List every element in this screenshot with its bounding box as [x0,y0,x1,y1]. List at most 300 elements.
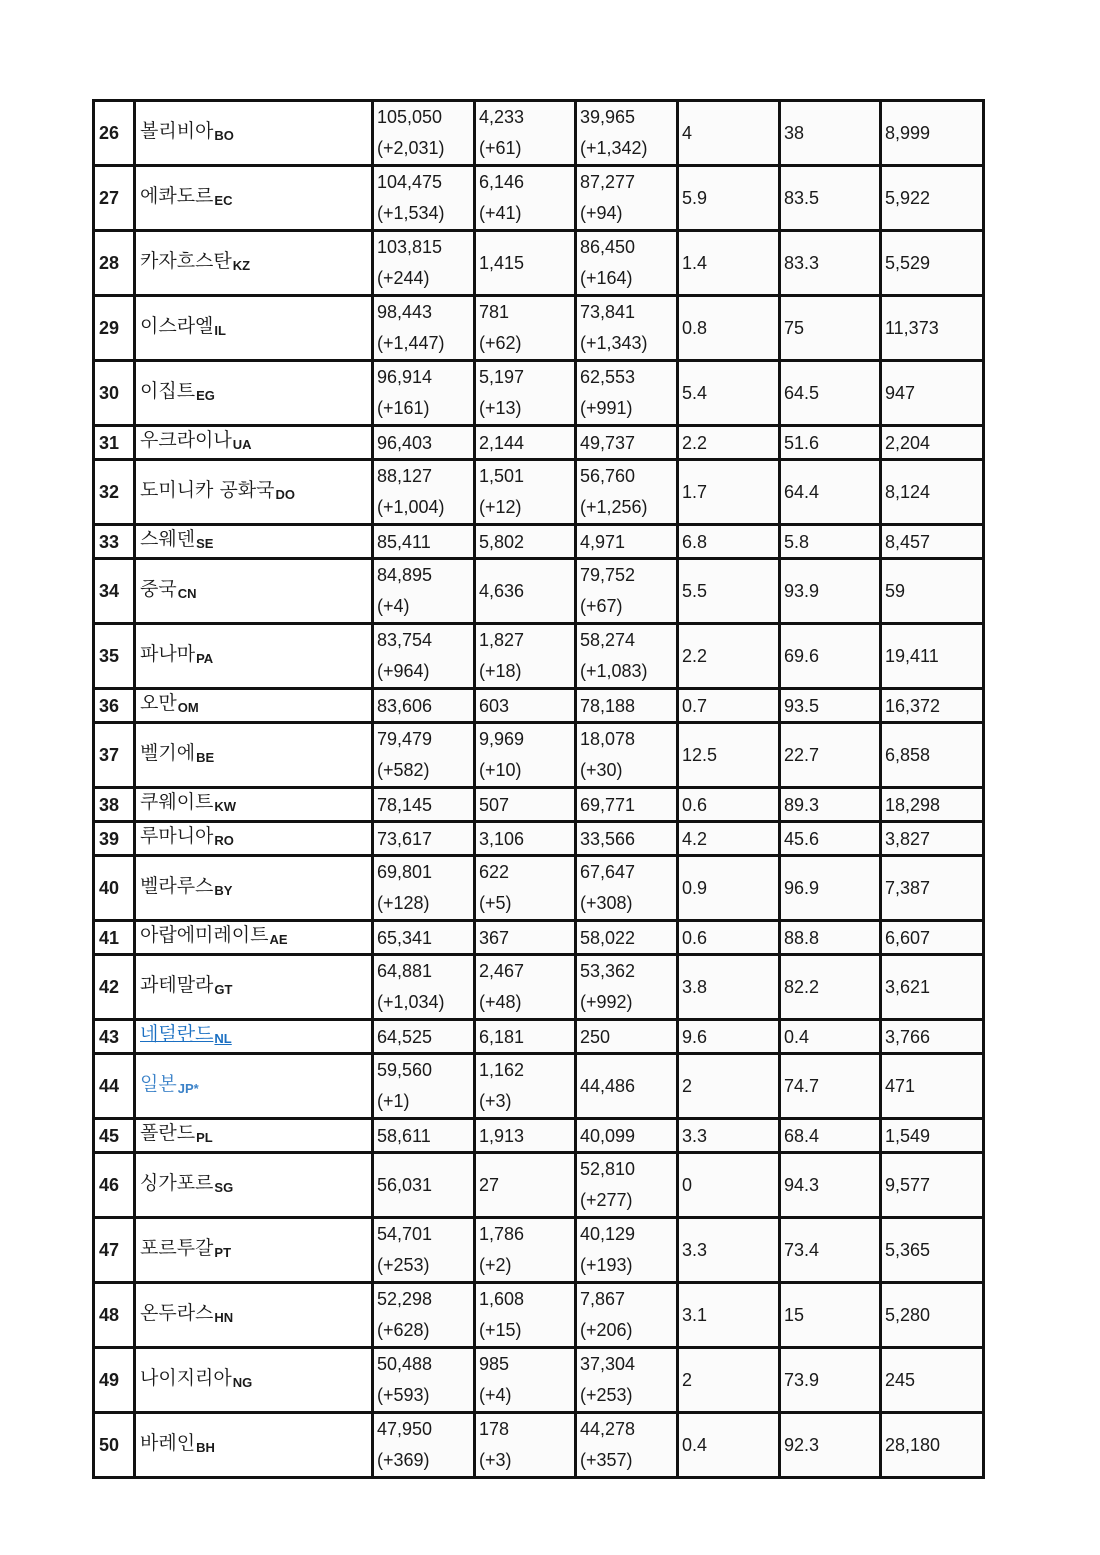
cases-per-million-cell: 6,858 [881,723,984,788]
country-code: KW [214,799,237,814]
fatality-rate-cell: 12.5 [678,723,780,788]
deaths-cell [475,788,576,822]
value: 27 [479,1174,500,1195]
country-cell [135,1348,373,1413]
country-cell [135,1153,373,1218]
cases-per-million-cell: 3,621 [881,955,984,1020]
value: 54,701 [377,1224,433,1244]
daily-change: (+10) [479,760,522,780]
value: 56,031 [377,1174,433,1195]
fatality-rate-cell: 2.2 [678,426,780,460]
recovered-cell [576,624,678,689]
recovered-cell [576,460,678,525]
fatality-rate-cell: 5.4 [678,361,780,426]
country-name: 이집트 [140,379,196,402]
fatality-rate-cell: 2.2 [678,624,780,689]
country-cell [135,231,373,296]
country-name: 과테말라 [140,973,214,996]
country-code: JP* [177,1080,199,1096]
recovered-cell [576,689,678,723]
value: 105,050 [377,107,443,127]
value: 985 [479,1354,510,1374]
country-code: EC [214,192,233,208]
table-row [94,788,984,822]
cases-per-million-cell: 6,607 [881,921,984,955]
recovery-rate-cell: 93.9 [780,559,881,624]
cases-per-million-cell: 3,827 [881,822,984,856]
table-row [94,1054,984,1119]
value: 1,608 [479,1289,525,1309]
value: 50,488 [377,1354,433,1374]
daily-change: (+4) [377,596,410,616]
table-row [94,723,984,788]
value: 83,754 [377,630,433,650]
recovered-cell [576,788,678,822]
cases-per-million-cell: 8,124 [881,460,984,525]
daily-change: (+1,004) [377,497,445,517]
rank-cell: 44 [94,1054,135,1119]
deaths-cell [475,426,576,460]
country-code: GT [214,981,233,997]
confirmed-cases-cell [373,1218,475,1283]
confirmed-cases-cell [373,1119,475,1153]
daily-change: (+206) [580,1320,633,1340]
recovery-rate-cell: 69.6 [780,624,881,689]
value: 96,914 [377,367,433,387]
recovered-cell [576,1413,678,1478]
value: 250 [580,1026,611,1047]
country-code: RO [214,833,234,848]
fatality-rate-cell: 0.4 [678,1413,780,1478]
recovery-rate-cell: 15 [780,1283,881,1348]
country-code: KZ [232,257,251,273]
daily-change: (+1,256) [580,497,648,517]
daily-change: (+3) [479,1450,512,1470]
daily-change: (+4) [479,1385,512,1405]
value: 73,617 [377,828,433,849]
cases-per-million-cell: 1,549 [881,1119,984,1153]
value: 44,486 [580,1075,636,1096]
recovered-cell [576,1054,678,1119]
recovery-rate-cell: 73.9 [780,1348,881,1413]
fatality-rate-cell: 1.4 [678,231,780,296]
country-cell [135,1413,373,1478]
daily-change: (+253) [580,1385,633,1405]
confirmed-cases-cell [373,624,475,689]
table-row [94,460,984,525]
deaths-cell [475,1020,576,1054]
cases-per-million-cell: 11,373 [881,296,984,361]
value: 73,841 [580,302,636,322]
country-cell[interactable] [135,1020,373,1054]
value: 79,479 [377,729,433,749]
value: 2,144 [479,432,525,453]
cases-per-million-cell: 2,204 [881,426,984,460]
daily-change: (+1,034) [377,992,445,1012]
fatality-rate-cell: 0 [678,1153,780,1218]
rank-cell: 36 [94,689,135,723]
cases-per-million-cell: 8,457 [881,525,984,559]
value: 1,162 [479,1060,525,1080]
daily-change: (+308) [580,893,633,913]
fatality-rate-cell: 2 [678,1054,780,1119]
country-cell [135,1218,373,1283]
recovery-rate-cell: 64.5 [780,361,881,426]
deaths-cell [475,723,576,788]
confirmed-cases-cell [373,460,475,525]
rank-cell: 26 [94,101,135,166]
value: 98,443 [377,302,433,322]
country-cell [135,361,373,426]
confirmed-cases-cell [373,788,475,822]
rank-cell: 40 [94,856,135,921]
deaths-cell [475,1218,576,1283]
country-cell [135,723,373,788]
country-cell [135,1283,373,1348]
value: 47,950 [377,1419,433,1439]
fatality-rate-cell: 3.3 [678,1119,780,1153]
table-row [94,822,984,856]
recovered-cell [576,101,678,166]
country-code: BO [214,127,234,143]
country-name: 바레인 [140,1431,196,1454]
table-row [94,624,984,689]
table-row [94,1218,984,1283]
value: 7,867 [580,1289,626,1309]
deaths-cell [475,166,576,231]
daily-change: (+991) [580,398,633,418]
rank-cell: 34 [94,559,135,624]
recovered-cell [576,1348,678,1413]
rank-cell: 28 [94,231,135,296]
table-row [94,1119,984,1153]
deaths-cell [475,1153,576,1218]
value: 6,146 [479,172,525,192]
fatality-rate-cell: 0.8 [678,296,780,361]
deaths-cell [475,921,576,955]
country-cell [135,101,373,166]
table-row [94,1020,984,1054]
deaths-cell [475,955,576,1020]
country-cell [135,525,373,559]
fatality-rate-cell: 3.3 [678,1218,780,1283]
cases-per-million-cell: 8,999 [881,101,984,166]
recovery-rate-cell: 0.4 [780,1020,881,1054]
rank-cell: 48 [94,1283,135,1348]
daily-change: (+369) [377,1450,430,1470]
rank-cell: 45 [94,1119,135,1153]
daily-change: (+1,343) [580,333,648,353]
daily-change: (+67) [580,596,623,616]
confirmed-cases-cell [373,559,475,624]
table-row [94,426,984,460]
recovered-cell [576,921,678,955]
value: 84,895 [377,565,433,585]
value: 1,827 [479,630,525,650]
value: 58,274 [580,630,636,650]
table-row [94,1348,984,1413]
cases-per-million-cell: 59 [881,559,984,624]
country-code[interactable]: NL [214,1031,232,1046]
value: 40,129 [580,1224,636,1244]
country-code: SE [196,536,214,551]
table-row [94,231,984,296]
country-cell [135,856,373,921]
rank-cell: 49 [94,1348,135,1413]
fatality-rate-cell: 0.6 [678,788,780,822]
deaths-cell [475,559,576,624]
recovery-rate-cell: 94.3 [780,1153,881,1218]
recovered-cell [576,955,678,1020]
recovery-rate-cell: 89.3 [780,788,881,822]
confirmed-cases-cell [373,921,475,955]
recovery-rate-cell: 82.2 [780,955,881,1020]
country-name: 우크라이나 [140,429,232,451]
value: 367 [479,927,510,948]
country-name: 아랍에미레이트 [140,924,269,946]
country-name: 카자흐스탄 [140,249,232,272]
confirmed-cases-cell [373,426,475,460]
fatality-rate-cell: 4 [678,101,780,166]
country-code: UA [232,437,252,452]
value: 33,566 [580,828,636,849]
rank-cell: 42 [94,955,135,1020]
country-name: 파나마 [140,642,196,665]
country-cell [135,166,373,231]
rank-cell: 39 [94,822,135,856]
rank-cell: 29 [94,296,135,361]
value: 1,786 [479,1224,525,1244]
value: 4,233 [479,107,525,127]
fatality-rate-cell: 1.7 [678,460,780,525]
daily-change: (+2,031) [377,138,445,158]
country-name: 벨기에 [140,741,196,764]
recovery-rate-cell: 68.4 [780,1119,881,1153]
cases-per-million-cell: 5,922 [881,166,984,231]
daily-change: (+244) [377,268,430,288]
rank-cell: 32 [94,460,135,525]
deaths-cell [475,361,576,426]
country-stats-table-container [92,99,982,1479]
daily-change: (+1,342) [580,138,648,158]
table-row [94,921,984,955]
deaths-cell [475,856,576,921]
confirmed-cases-cell [373,1348,475,1413]
country-stats-table [92,99,985,1479]
country-cell [135,822,373,856]
cases-per-million-cell: 5,365 [881,1218,984,1283]
value: 2,467 [479,961,525,981]
rank-cell: 37 [94,723,135,788]
recovery-rate-cell: 93.5 [780,689,881,723]
daily-change: (+128) [377,893,430,913]
deaths-cell [475,460,576,525]
country-cell [135,1119,373,1153]
value: 40,099 [580,1125,636,1146]
table-row [94,689,984,723]
fatality-rate-cell: 9.6 [678,1020,780,1054]
daily-change: (+1,447) [377,333,445,353]
recovered-cell [576,1283,678,1348]
cases-per-million-cell: 471 [881,1054,984,1119]
table-row [94,1153,984,1218]
value: 104,475 [377,172,443,192]
value: 53,362 [580,961,636,981]
value: 1,415 [479,252,525,273]
daily-change: (+628) [377,1320,430,1340]
recovery-rate-cell: 74.7 [780,1054,881,1119]
cases-per-million-cell: 7,387 [881,856,984,921]
value: 103,815 [377,237,443,257]
cases-per-million-cell: 16,372 [881,689,984,723]
cases-per-million-cell: 5,529 [881,231,984,296]
daily-change: (+964) [377,661,430,681]
deaths-cell [475,101,576,166]
country-code: IL [214,322,226,338]
rank-cell: 43 [94,1020,135,1054]
recovered-cell [576,1218,678,1283]
daily-change: (+1,534) [377,203,445,223]
confirmed-cases-cell [373,296,475,361]
country-name: 나이지리아 [140,1366,232,1389]
value: 86,450 [580,237,636,257]
value: 65,341 [377,927,433,948]
rank-cell: 31 [94,426,135,460]
recovery-rate-cell: 88.8 [780,921,881,955]
value: 87,277 [580,172,636,192]
rank-cell: 47 [94,1218,135,1283]
fatality-rate-cell: 3.1 [678,1283,780,1348]
fatality-rate-cell: 5.9 [678,166,780,231]
value: 58,022 [580,927,636,948]
value: 622 [479,862,510,882]
table-body [94,101,984,1478]
recovery-rate-cell: 83.3 [780,231,881,296]
daily-change: (+1) [377,1091,410,1111]
country-name: 루마니아 [140,825,214,847]
confirmed-cases-cell [373,361,475,426]
table-row [94,1283,984,1348]
daily-change: (+62) [479,333,522,353]
rank-cell: 41 [94,921,135,955]
country-cell [135,689,373,723]
country-name: 볼리비아 [140,119,214,142]
daily-change: (+2) [479,1255,512,1275]
country-name[interactable]: 네덜란드 [140,1023,214,1045]
confirmed-cases-cell [373,723,475,788]
value: 85,411 [377,531,431,552]
recovered-cell [576,1153,678,1218]
recovered-cell [576,525,678,559]
country-name: 이스라엘 [140,314,214,337]
daily-change: (+161) [377,398,430,418]
cases-per-million-cell: 245 [881,1348,984,1413]
value: 69,801 [377,862,433,882]
country-code: BY [214,882,233,898]
recovered-cell [576,296,678,361]
value: 44,278 [580,1419,636,1439]
recovered-cell [576,856,678,921]
recovery-rate-cell: 38 [780,101,881,166]
country-cell [135,426,373,460]
deaths-cell [475,624,576,689]
value: 49,737 [580,432,636,453]
table-row [94,166,984,231]
country-cell [135,624,373,689]
cases-per-million-cell: 28,180 [881,1413,984,1478]
value: 79,752 [580,565,636,585]
daily-change: (+12) [479,497,522,517]
value: 4,971 [580,531,626,552]
cases-per-million-cell: 18,298 [881,788,984,822]
confirmed-cases-cell [373,1283,475,1348]
recovery-rate-cell: 73.4 [780,1218,881,1283]
table-row [94,101,984,166]
value: 67,647 [580,862,636,882]
value: 58,611 [377,1125,431,1146]
fatality-rate-cell: 0.7 [678,689,780,723]
value: 96,403 [377,432,433,453]
value: 603 [479,695,510,716]
value: 52,810 [580,1159,636,1179]
deaths-cell [475,231,576,296]
country-cell [135,559,373,624]
value: 64,881 [377,961,433,981]
table-row [94,559,984,624]
country-name: 싱가포르 [140,1171,214,1194]
country-cell [135,460,373,525]
rank-cell: 35 [94,624,135,689]
daily-change: (+253) [377,1255,430,1275]
recovered-cell [576,1020,678,1054]
daily-change: (+61) [479,138,522,158]
rank-cell: 38 [94,788,135,822]
cases-per-million-cell: 947 [881,361,984,426]
value: 56,760 [580,466,636,486]
country-code: BH [196,1439,215,1455]
recovered-cell [576,559,678,624]
daily-change: (+357) [580,1450,633,1470]
country-code: BE [196,749,215,765]
recovered-cell [576,426,678,460]
daily-change: (+41) [479,203,522,223]
daily-change: (+992) [580,992,633,1012]
recovered-cell [576,723,678,788]
country-code: NG [232,1374,253,1390]
country-name: 포르투갈 [140,1236,214,1259]
value: 781 [479,302,510,322]
deaths-cell [475,296,576,361]
country-code: CN [177,585,197,601]
cases-per-million-cell: 9,577 [881,1153,984,1218]
confirmed-cases-cell [373,166,475,231]
recovery-rate-cell: 75 [780,296,881,361]
deaths-cell [475,525,576,559]
deaths-cell [475,1413,576,1478]
table-row [94,1413,984,1478]
confirmed-cases-cell [373,1020,475,1054]
country-cell [135,788,373,822]
recovered-cell [576,1119,678,1153]
country-code: HN [214,1309,234,1325]
daily-change: (+164) [580,268,633,288]
deaths-cell [475,1119,576,1153]
daily-change: (+94) [580,203,623,223]
table-row [94,856,984,921]
recovery-rate-cell: 51.6 [780,426,881,460]
value: 9,969 [479,729,525,749]
recovery-rate-cell: 5.8 [780,525,881,559]
